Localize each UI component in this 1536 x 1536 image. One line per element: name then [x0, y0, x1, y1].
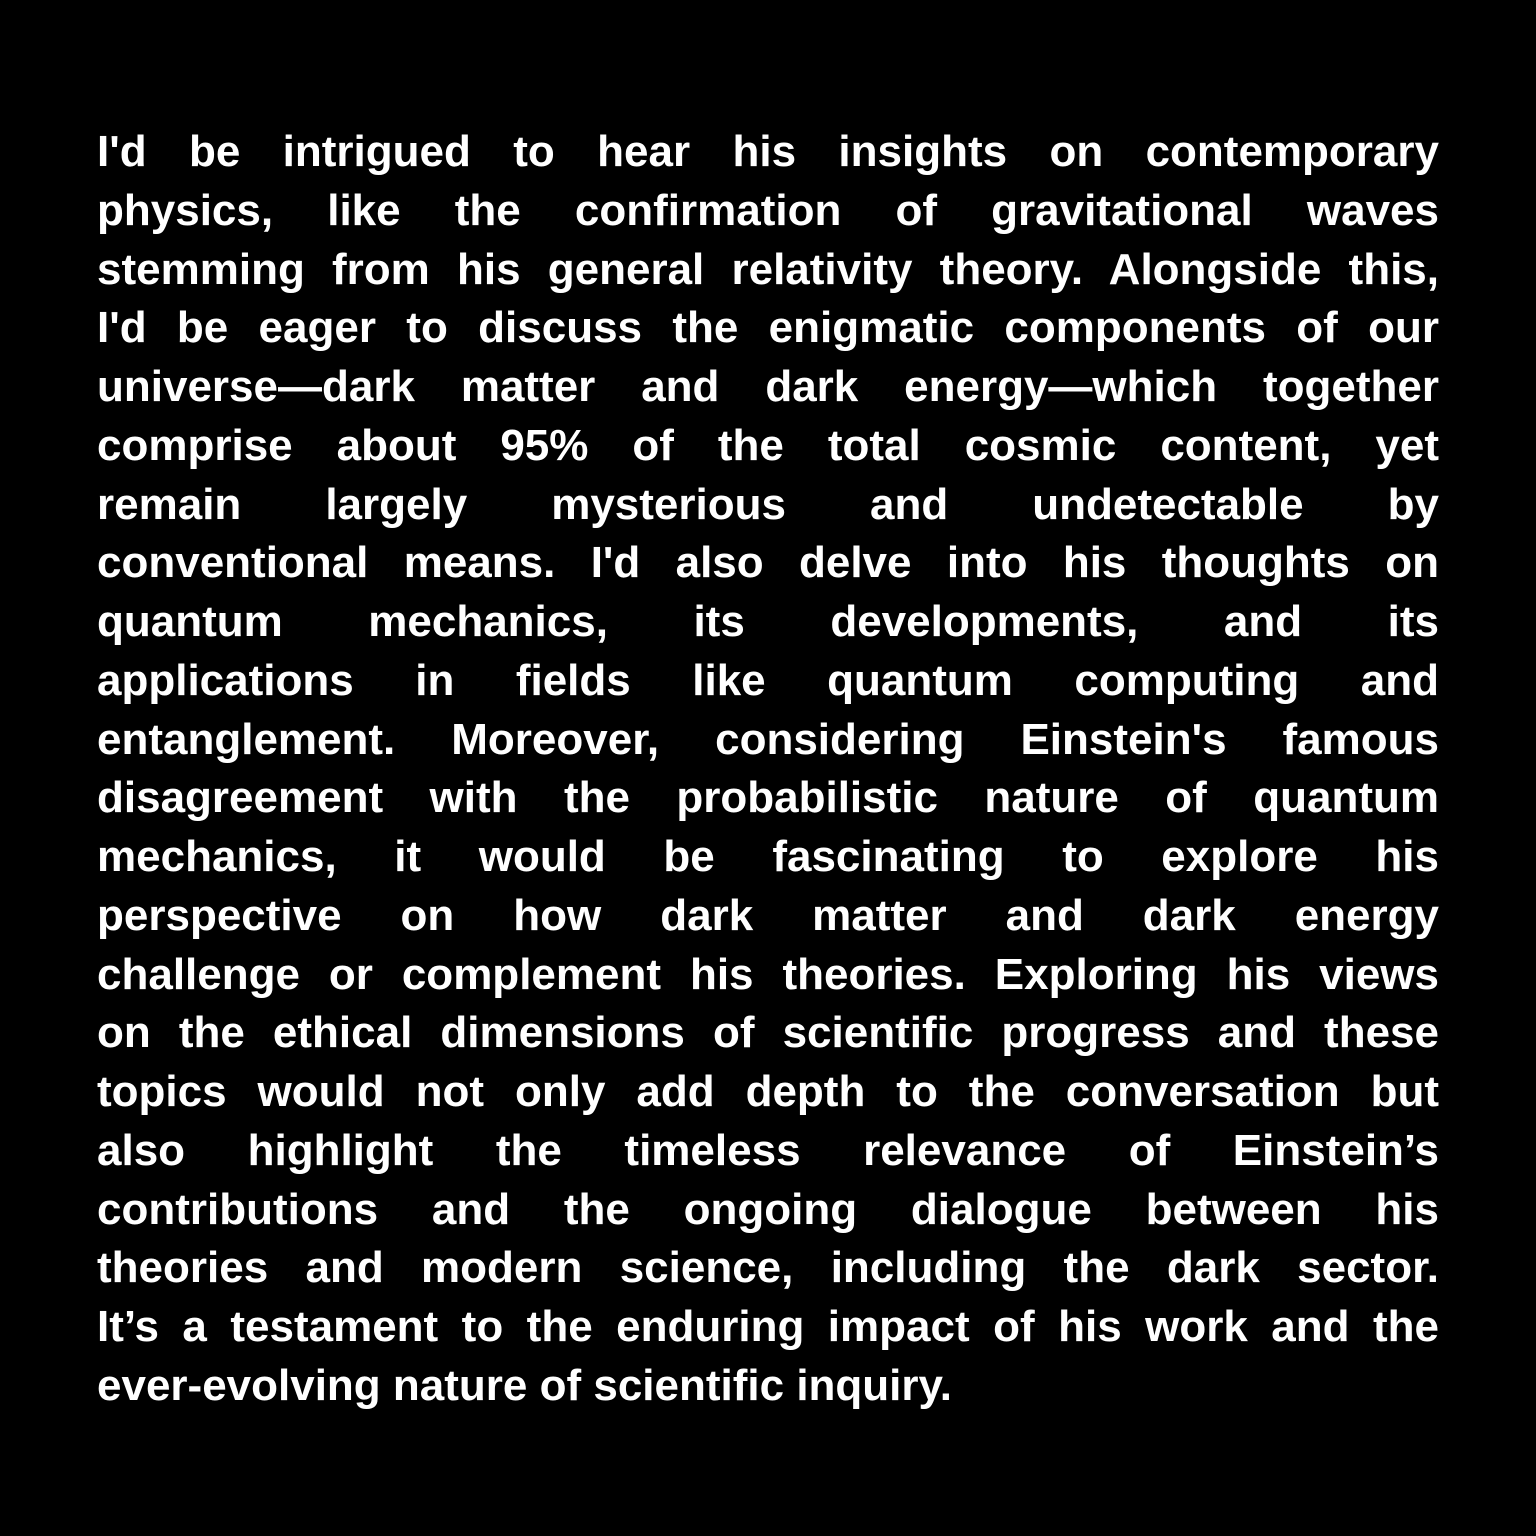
paragraph-line: on the ethical dimensions of scientific progress and these: [97, 1008, 1439, 1058]
paragraph-line: mechanics, it would be fascinating to explore his: [97, 832, 1439, 881]
paragraph-line: universe—dark matter and dark energy—which together: [97, 362, 1439, 411]
paragraph-line: disagreement with the probabilistic nature of quantum: [97, 773, 1439, 823]
paragraph-line: I'd be intrigued to hear his insights on contemporary: [97, 127, 1439, 176]
paragraph-line: stemming from his general relativity theory. Alongside this,: [97, 244, 1439, 294]
paragraph-line: applications in fields like quantum computing and: [97, 655, 1439, 705]
paragraph-line: I'd be eager to discuss the enigmatic components of our: [97, 303, 1439, 353]
paragraph-line: physics, like the confirmation of gravitational waves: [97, 185, 1439, 235]
paragraph-line: contributions and the ongoing dialogue between his: [97, 1184, 1439, 1234]
paragraph: [97, 123, 1439, 1416]
paragraph-line: entanglement. Moreover, considering Einstein's famous: [97, 714, 1439, 764]
paragraph-line: quantum mechanics, its developments, and its: [97, 597, 1439, 646]
paragraph-line-last: ever-evolving nature of scientific inquiry.: [97, 1360, 952, 1410]
paragraph-line: It’s a testament to the enduring impact of his work and the: [97, 1302, 1439, 1351]
paragraph-line: topics would not only add depth to the conversation but: [97, 1067, 1439, 1116]
paragraph-line: also highlight the timeless relevance of Einstein’s: [97, 1125, 1439, 1175]
paragraph-line: comprise about 95% of the total cosmic content, yet: [97, 420, 1439, 470]
paragraph-line: conventional means. I'd also delve into his thoughts on: [97, 538, 1439, 588]
paragraph-line: remain largely mysterious and undetectable by: [97, 479, 1439, 529]
paragraph-line: theories and modern science, including the dark sector.: [97, 1243, 1439, 1293]
paragraph-line: challenge or complement his theories. Exploring his views: [97, 949, 1439, 999]
paragraph-line: perspective on how dark matter and dark energy: [97, 890, 1439, 940]
